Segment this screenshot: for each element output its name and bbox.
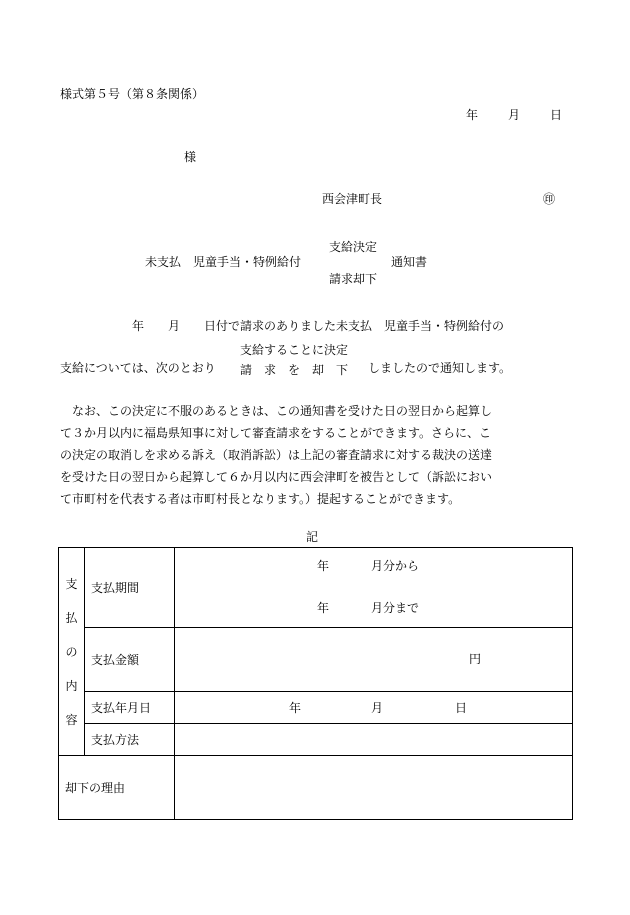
body-line-2-left: 支給については、次のとおり: [60, 361, 216, 375]
period-value: [175, 548, 573, 628]
method-value: [175, 724, 573, 756]
body-option-grant: 支給することに決定: [240, 343, 349, 357]
seal-mark: ㊞: [543, 192, 556, 206]
addressee-suffix: 様: [184, 150, 197, 164]
body-line-1: 年 月 日付で請求のありました未支払 児童手当・特例給付の: [132, 319, 505, 333]
body-option-reject: 請 求 を 却 下: [240, 363, 349, 377]
period-from-month: 月分から: [371, 559, 420, 573]
date-year-label: 年: [466, 108, 479, 122]
body-line-2-right: しましたので通知します。: [368, 361, 512, 375]
title-option-grant: 支給決定: [329, 240, 378, 254]
table-row: [59, 628, 573, 692]
amount-unit: 円: [469, 652, 482, 666]
date-month-label: 月: [508, 108, 521, 122]
notice-line: て市町村を代表する者は市町村長となります。）提起することができます。: [60, 492, 461, 506]
notice-line: て３か月以内に福島県知事に対して審査請求をすることができます。さらに、こ: [60, 426, 492, 440]
pay-date-month: 月: [371, 701, 384, 715]
form-number: 様式第５号（第８条関係）: [60, 87, 205, 101]
table-row: [59, 548, 573, 628]
notice-line: を受けた日の翌日から起算して６か月以内に西会津町を被告として（訴訟におい: [60, 470, 493, 484]
amount-value: [175, 628, 573, 692]
period-label: 支払期間: [85, 548, 175, 628]
record-heading: 記: [306, 530, 319, 544]
period-from-year: 年: [317, 559, 330, 573]
title-left: 未支払 児童手当・特例給付: [145, 255, 302, 269]
pay-date-value: [175, 692, 573, 724]
title-right: 通知書: [391, 255, 428, 269]
rejection-reason-value: [175, 756, 573, 820]
notice-line: なお、この決定に不服のあるときは、この通知書を受けた日の翌日から起算し: [60, 404, 493, 418]
pay-date-year: 年: [289, 701, 302, 715]
pay-date-label: 支払年月日: [85, 692, 175, 724]
notice-line: の決定の取消しを求める訴え（取消訴訟）は上記の審査請求に対する裁決の送達: [60, 448, 493, 462]
title-option-reject: 請求却下: [329, 272, 378, 286]
pay-date-day: 日: [455, 701, 468, 715]
amount-label: 支払金額: [85, 628, 175, 692]
issuer-name: 西会津町長: [322, 192, 383, 206]
date-day-label: 日: [550, 108, 563, 122]
payment-details-table: [58, 547, 573, 820]
payment-content-side-label: 支 払 の 内 容: [59, 548, 85, 756]
rejection-reason-label: 却下の理由: [59, 756, 175, 820]
table-row: [59, 692, 573, 724]
method-label: 支払方法: [85, 724, 175, 756]
appeal-notice: [60, 400, 572, 510]
period-to-month: 月分まで: [371, 601, 420, 615]
period-to-year: 年: [317, 601, 330, 615]
table-row: [59, 756, 573, 820]
table-row: [59, 724, 573, 756]
